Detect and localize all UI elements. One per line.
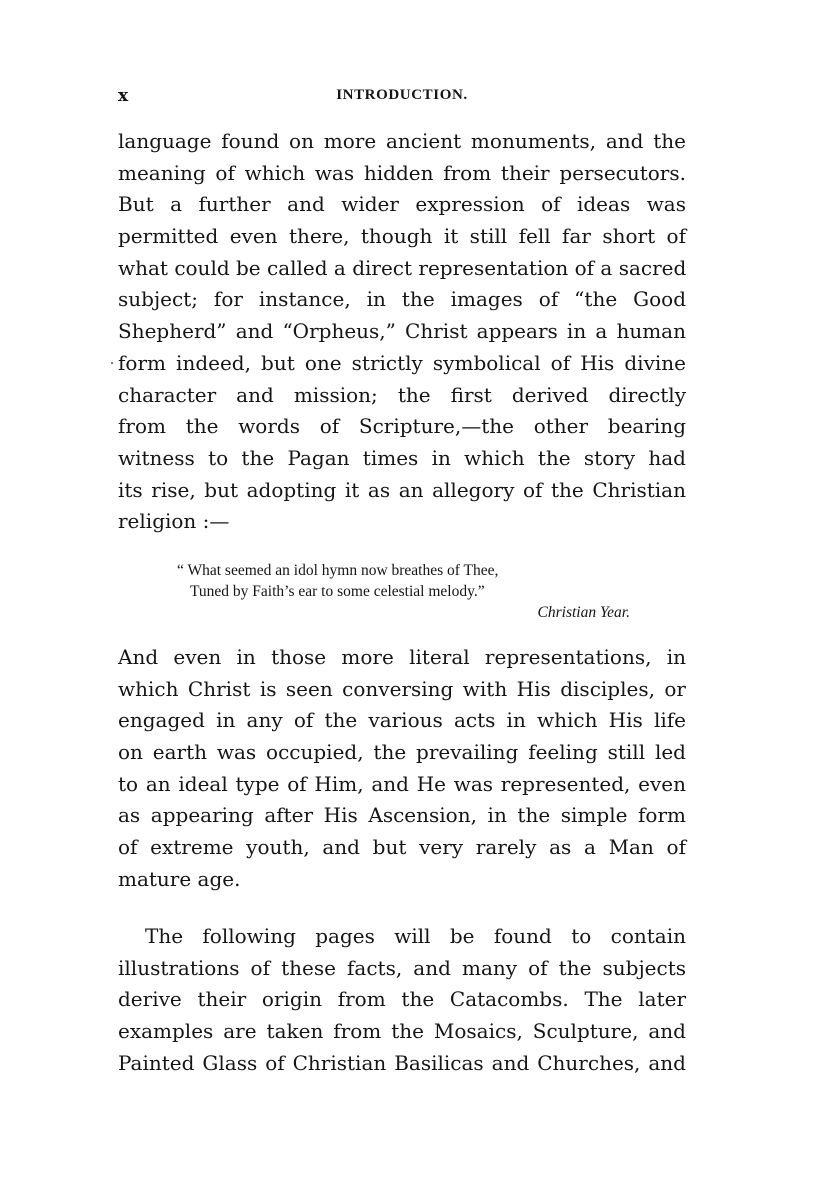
text-line: illustrations of these facts, and many of the subjects: [118, 955, 686, 980]
quote-line-2: Tuned by Faith’s ear to some celestial melody.”: [190, 583, 485, 600]
text-line: religion :—: [118, 509, 230, 534]
text-line: to an ideal type of Him, and He was represented, even: [118, 771, 686, 796]
paragraph-1: [118, 126, 686, 538]
text-line: Painted Glass of Christian Basilicas and Churches, and: [118, 1050, 686, 1075]
text-line: what could be called a direct representation of a sacred: [118, 255, 687, 280]
text-line: from the words of Scripture,—the other bearing: [118, 414, 686, 439]
text-line: language found on more ancient monuments, and the: [118, 129, 686, 153]
text-line: meaning of which was hidden from their persecutors.: [118, 160, 686, 185]
running-head: INTRODUCTION.: [336, 87, 468, 103]
text-line: But a further and wider expression of ideas was: [118, 192, 686, 217]
text-line: mature age.: [118, 866, 241, 891]
page-header: [118, 86, 686, 110]
text-line: its rise, but adopting it as an allegory of the Christian: [118, 477, 686, 502]
quote-line-1: “ What seemed an idol hymn now breathes of Thee,: [177, 562, 499, 579]
text-line: subject; for instance, in the images of “the Good: [118, 287, 686, 312]
text-line: The following pages will be found to contain: [145, 924, 686, 948]
text-line: which Christ is seen conversing with His disciples, or: [118, 676, 686, 701]
quote-attribution: Christian Year.: [537, 604, 630, 621]
block-quote: [177, 560, 630, 623]
margin-mark: [111, 362, 113, 364]
text-line: examples are taken from the Mosaics, Sculpture, and: [118, 1019, 686, 1044]
text-line: of extreme youth, and but very rarely as a Man of: [118, 835, 686, 860]
text-line: form indeed, but one strictly symbolical of His divine: [118, 350, 686, 375]
paragraph-3: [118, 921, 686, 1079]
text-line: as appearing after His Ascension, in the simple form: [118, 803, 686, 828]
text-line: derive their origin from the Catacombs. The later: [118, 987, 686, 1012]
text-line: witness to the Pagan times in which the story had: [118, 445, 686, 470]
text-line: character and mission; the first derived directly: [118, 382, 686, 407]
text-line: And even in those more literal representations, in: [118, 645, 686, 669]
text-line: on earth was occupied, the prevailing feeling still led: [118, 740, 686, 765]
paragraph-2: [118, 642, 686, 896]
text-line: Shepherd” and “Orpheus,” Christ appears in a human: [118, 319, 686, 344]
text-line: permitted even there, though it still fell far short of: [118, 224, 686, 249]
text-line: engaged in any of the various acts in which His life: [118, 708, 686, 733]
page-number: x: [118, 86, 129, 106]
